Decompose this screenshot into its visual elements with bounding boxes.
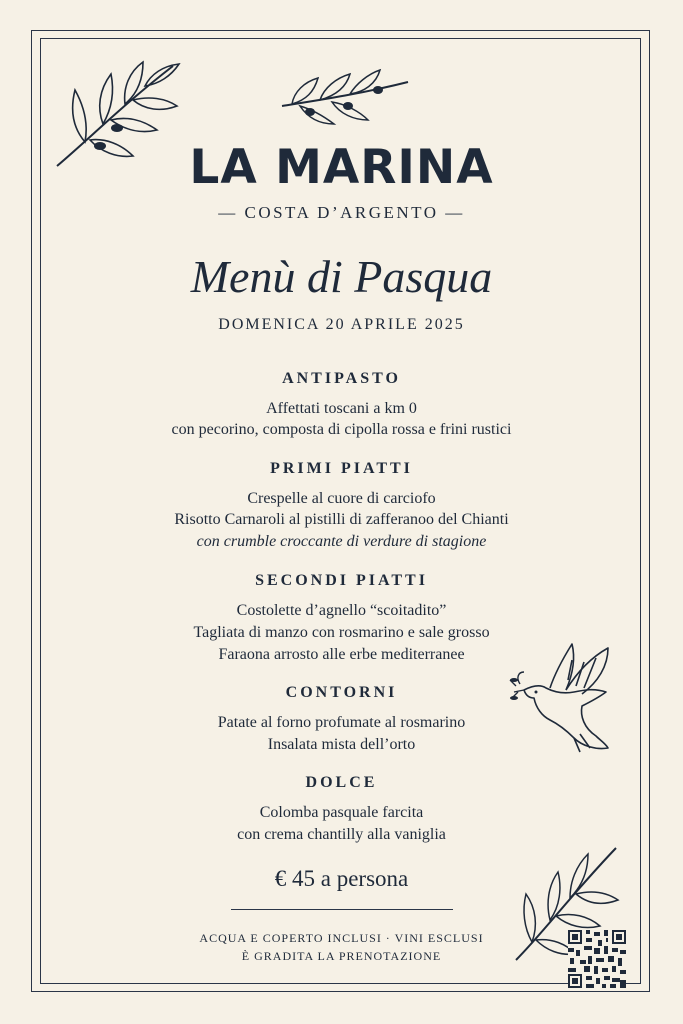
restaurant-name: LA MARINA (189, 140, 494, 195)
menu-item: Colomba pasquale farcita (259, 804, 424, 821)
restaurant-location: — COSTA D’ARGENTO — (218, 203, 465, 222)
qr-code-icon (568, 930, 626, 988)
menu-item: Insalata mista dell’orto (267, 736, 416, 753)
section-heading-dolce: DOLCE (305, 774, 378, 791)
menu-date: DOMENICA 20 APRILE 2025 (218, 316, 465, 333)
menu-item: Affettati toscani a km 0 (266, 400, 417, 417)
menu-item: Crespelle al cuore di carciofo (247, 490, 436, 507)
menu-item: Tagliata di manzo con rosmarino e sale grosso (193, 624, 490, 641)
menu-item: con crema chantilly alla vaniglia (237, 826, 446, 843)
section-heading-primi-piatti: PRIMI PIATTI (270, 460, 413, 477)
menu-item: con crumble croccante di verdure di stagione (196, 533, 487, 550)
dove-icon (510, 640, 610, 755)
menu-item: con pecorino, composta di cipolla rossa e frini rustici (171, 421, 512, 438)
menu-item: Patate al forno profumate al rosmarino (217, 714, 466, 731)
menu-title: Menù di Pasqua (190, 251, 493, 302)
footer-line-1: ACQUA E COPERTO INCLUSI · VINI ESCLUSI (199, 931, 484, 945)
menu-item: Faraona arrosto alle erbe mediterranee (218, 646, 465, 663)
section-heading-contorni: CONTORNI (285, 684, 398, 701)
divider (231, 909, 453, 910)
price: € 45 a persona (274, 866, 409, 891)
olive-branch-icon (280, 66, 410, 126)
footer-line-2: È GRADITA LA PRENOTAZIONE (241, 949, 442, 963)
menu-item: Risotto Carnaroli al pistilli di zafferanoo del Chianti (174, 511, 509, 528)
section-heading-antipasto: ANTIPASTO (282, 370, 401, 387)
section-heading-secondi-piatti: SECONDI PIATTI (255, 572, 428, 589)
menu-item: Costolette d’agnello “scoitadito” (236, 602, 447, 619)
